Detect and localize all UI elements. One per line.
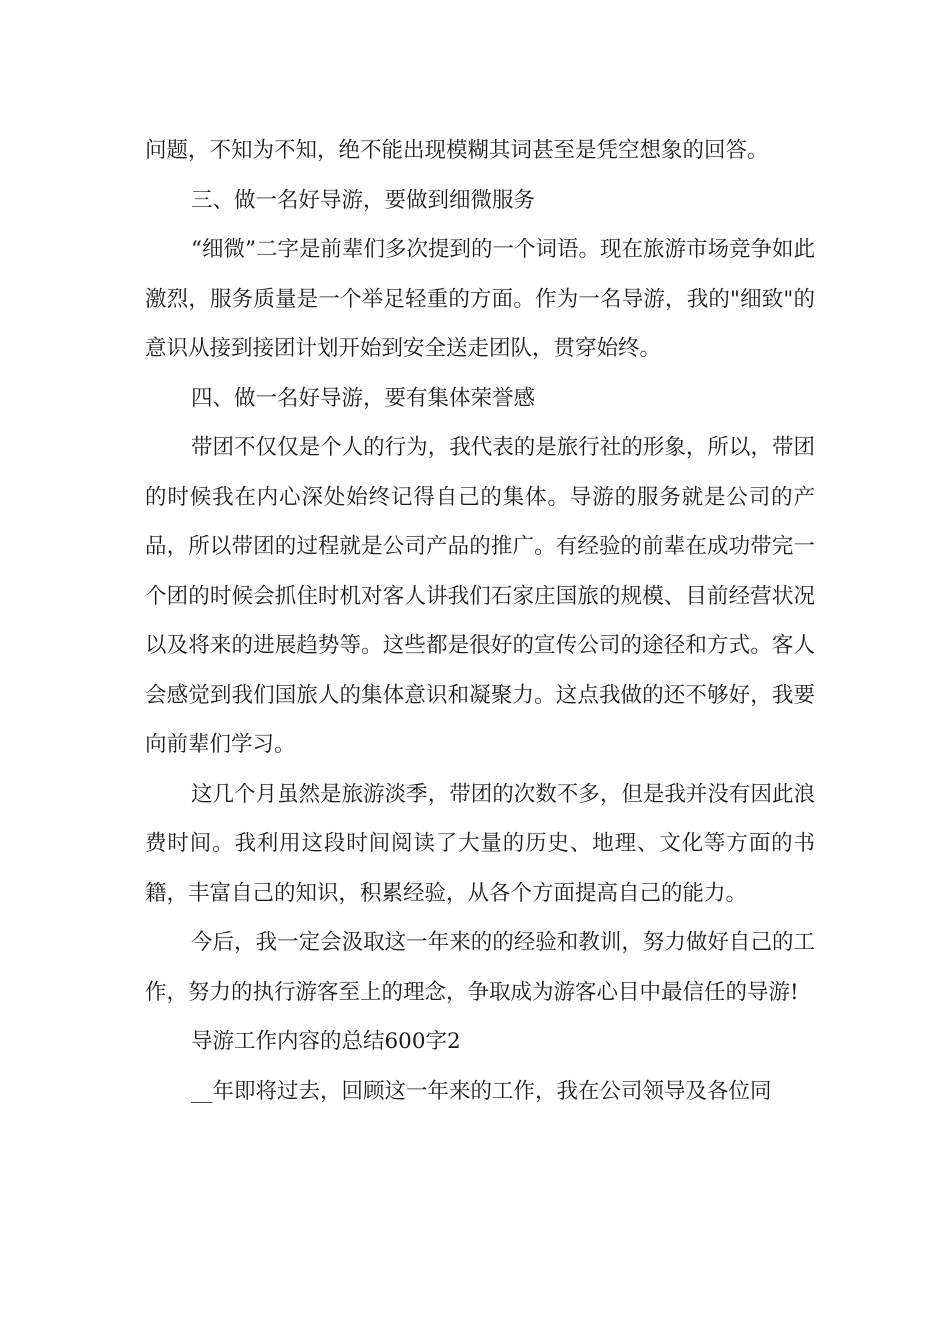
section-heading-4: 四、做一名好导游，要有集体荣誉感 xyxy=(191,385,536,411)
paragraph-collective-honor: 带团不仅仅是个人的行为，我代表的是旅行社的形象，所以，带团的时候我在内心深处始终记得自己的集体。导游的服务就是公司的产品，所以带团的过程就是公司产品的推广。有经验的前辈在成功带完一个团的时候会抓住时机对客人讲我们石家庄国旅的规模、目前经营状况以及将来的进展趋势等。这些都是很好的宣传公司的途径和方式。客人会感觉到我们国旅人的集体意识和凝聚力。这点我做的还不够好，我要向前辈们学习。 xyxy=(145,435,815,757)
paragraph-continuation: 问题，不知为不知，绝不能出现模糊其词甚至是凭空想象的回答。 xyxy=(145,138,769,163)
section-title-summary-2: 导游工作内容的总结600字2 xyxy=(191,1029,461,1054)
document-body xyxy=(145,126,815,1116)
paragraph-detail-service: “细微”二字是前辈们多次提到的一个词语。现在旅游市场竞争如此激烈，服务质量是一个举足轻重的方面。作为一名导游，我的"细致"的意识从接到接团计划开始到安全送走团队，贯穿始终。 xyxy=(145,237,815,361)
paragraph-year-review: __年即将过去，回顾这一年来的工作，我在公司领导及各位同 xyxy=(191,1078,772,1104)
paragraph-off-season: 这几个月虽然是旅游淡季，带团的次数不多，但是我并没有因此浪费时间。我利用这段时间阅读了大量的历史、地理、文化等方面的书籍，丰富自己的知识，积累经验，从各个方面提高自己的能力。 xyxy=(145,781,815,906)
section-heading-3: 三、做一名好导游，要做到细微服务 xyxy=(191,187,536,213)
paragraph-future: 今后，我一定会汲取这一年来的的经验和教训，努力做好自己的工作，努力的执行游客至上的理念，争取成为游客心目中最信任的导游! xyxy=(145,930,815,1005)
